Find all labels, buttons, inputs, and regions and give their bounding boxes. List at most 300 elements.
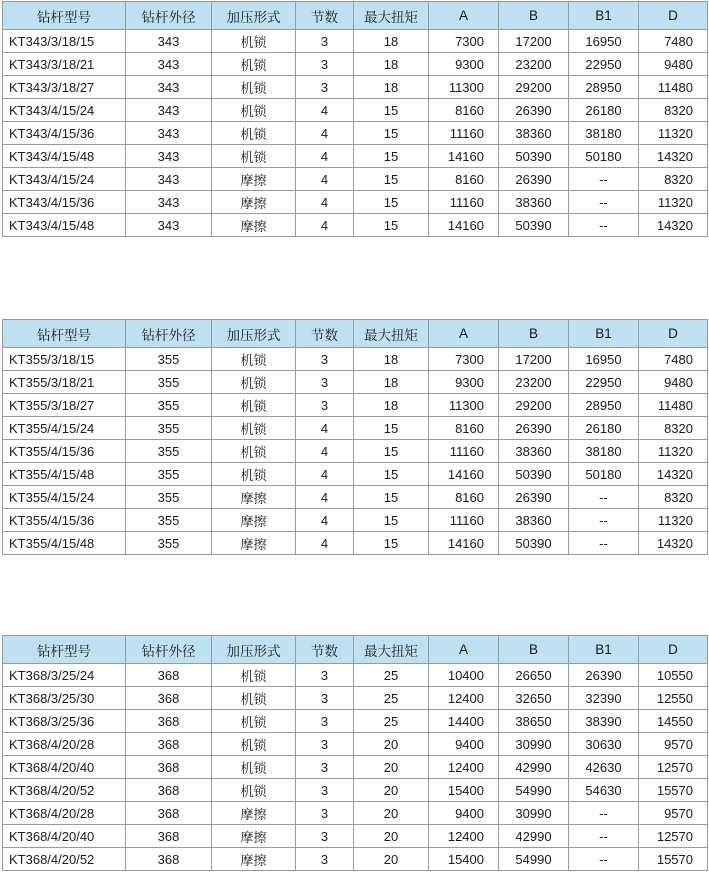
table-row — [3, 99, 708, 122]
cell-d: 12570 — [639, 756, 708, 779]
cell-a: 9300 — [429, 53, 499, 76]
column-header-pressure-type: 加压形式 — [212, 320, 296, 348]
column-header-b1: B1 — [569, 320, 639, 348]
cell-sections: 3 — [296, 30, 354, 53]
cell-max-torque: 20 — [354, 825, 429, 848]
cell-outer-diameter: 343 — [126, 145, 212, 168]
column-header-b: B — [499, 320, 569, 348]
cell-outer-diameter: 355 — [126, 440, 212, 463]
cell-sections: 3 — [296, 848, 354, 871]
table-row — [3, 802, 708, 825]
cell-max-torque: 18 — [354, 348, 429, 371]
cell-max-torque: 15 — [354, 417, 429, 440]
cell-a: 14160 — [429, 214, 499, 237]
cell-b: 26390 — [499, 486, 569, 509]
cell-sections: 3 — [296, 76, 354, 99]
column-header-a: A — [429, 320, 499, 348]
cell-max-torque: 15 — [354, 463, 429, 486]
cell-b1: -- — [569, 486, 639, 509]
cell-b: 38360 — [499, 191, 569, 214]
cell-max-torque: 18 — [354, 30, 429, 53]
table-row — [3, 122, 708, 145]
cell-outer-diameter: 368 — [126, 733, 212, 756]
column-header-d: D — [639, 636, 708, 664]
cell-pressure-type: 机锁 — [212, 463, 296, 486]
table-row — [3, 687, 708, 710]
cell-pressure-type: 机锁 — [212, 394, 296, 417]
cell-max-torque: 25 — [354, 664, 429, 687]
cell-sections: 3 — [296, 779, 354, 802]
cell-outer-diameter: 368 — [126, 779, 212, 802]
cell-sections: 4 — [296, 509, 354, 532]
cell-a: 14160 — [429, 532, 499, 555]
cell-outer-diameter: 343 — [126, 53, 212, 76]
cell-sections: 3 — [296, 664, 354, 687]
cell-a: 7300 — [429, 30, 499, 53]
table-row — [3, 733, 708, 756]
cell-outer-diameter: 355 — [126, 532, 212, 555]
cell-d: 14320 — [639, 532, 708, 555]
cell-pressure-type: 摩擦 — [212, 168, 296, 191]
cell-outer-diameter: 368 — [126, 802, 212, 825]
column-header-model: 钻杆型号 — [3, 636, 126, 664]
cell-b1: 16950 — [569, 30, 639, 53]
header-row — [3, 636, 708, 664]
table-row — [3, 664, 708, 687]
cell-model: KT355/4/15/48 — [3, 532, 126, 555]
cell-pressure-type: 机锁 — [212, 756, 296, 779]
cell-b: 42990 — [499, 825, 569, 848]
table-row — [3, 463, 708, 486]
cell-b1: 22950 — [569, 53, 639, 76]
cell-sections: 3 — [296, 371, 354, 394]
cell-model: KT343/3/18/15 — [3, 30, 126, 53]
cell-max-torque: 20 — [354, 802, 429, 825]
cell-a: 9400 — [429, 802, 499, 825]
cell-sections: 4 — [296, 122, 354, 145]
cell-b1: 26180 — [569, 99, 639, 122]
table-row — [3, 848, 708, 871]
cell-b1: -- — [569, 168, 639, 191]
cell-sections: 4 — [296, 440, 354, 463]
cell-b: 26390 — [499, 168, 569, 191]
header-row — [3, 2, 708, 30]
table-row — [3, 394, 708, 417]
cell-b1: 38180 — [569, 440, 639, 463]
cell-sections: 3 — [296, 687, 354, 710]
cell-b1: 38180 — [569, 122, 639, 145]
cell-a: 11300 — [429, 76, 499, 99]
cell-b1: 42630 — [569, 756, 639, 779]
cell-b1: 26390 — [569, 664, 639, 687]
cell-a: 8160 — [429, 99, 499, 122]
cell-pressure-type: 机锁 — [212, 371, 296, 394]
table-row — [3, 30, 708, 53]
cell-model: KT368/4/20/52 — [3, 779, 126, 802]
cell-model: KT355/3/18/27 — [3, 394, 126, 417]
cell-outer-diameter: 355 — [126, 417, 212, 440]
table-row — [3, 145, 708, 168]
cell-a: 14160 — [429, 463, 499, 486]
cell-d: 11320 — [639, 509, 708, 532]
cell-max-torque: 15 — [354, 214, 429, 237]
cell-d: 8320 — [639, 417, 708, 440]
table-row — [3, 756, 708, 779]
cell-sections: 4 — [296, 145, 354, 168]
cell-model: KT355/3/18/15 — [3, 348, 126, 371]
cell-max-torque: 25 — [354, 687, 429, 710]
cell-pressure-type: 机锁 — [212, 733, 296, 756]
cell-sections: 4 — [296, 486, 354, 509]
cell-d: 11480 — [639, 394, 708, 417]
cell-d: 11320 — [639, 440, 708, 463]
cell-max-torque: 15 — [354, 486, 429, 509]
table-row — [3, 532, 708, 555]
column-header-d: D — [639, 2, 708, 30]
table-row — [3, 53, 708, 76]
table-row — [3, 710, 708, 733]
cell-b1: 50180 — [569, 463, 639, 486]
cell-b1: -- — [569, 802, 639, 825]
cell-a: 8160 — [429, 417, 499, 440]
cell-a: 8160 — [429, 168, 499, 191]
cell-a: 11160 — [429, 440, 499, 463]
cell-b1: 50180 — [569, 145, 639, 168]
cell-pressure-type: 机锁 — [212, 710, 296, 733]
cell-b: 42990 — [499, 756, 569, 779]
cell-b: 30990 — [499, 733, 569, 756]
cell-outer-diameter: 355 — [126, 509, 212, 532]
cell-sections: 4 — [296, 99, 354, 122]
cell-sections: 3 — [296, 802, 354, 825]
cell-d: 9570 — [639, 733, 708, 756]
cell-model: KT343/4/15/24 — [3, 99, 126, 122]
table-row — [3, 509, 708, 532]
cell-b: 17200 — [499, 348, 569, 371]
cell-b: 23200 — [499, 53, 569, 76]
cell-a: 15400 — [429, 779, 499, 802]
cell-b1: -- — [569, 509, 639, 532]
table-row — [3, 191, 708, 214]
cell-pressure-type: 机锁 — [212, 417, 296, 440]
cell-d: 8320 — [639, 168, 708, 191]
cell-b1: -- — [569, 825, 639, 848]
table-row — [3, 779, 708, 802]
column-header-outer-diameter: 钻杆外径 — [126, 320, 212, 348]
cell-pressure-type: 摩擦 — [212, 191, 296, 214]
cell-b: 26390 — [499, 417, 569, 440]
cell-outer-diameter: 355 — [126, 371, 212, 394]
table-row — [3, 440, 708, 463]
cell-model: KT343/3/18/27 — [3, 76, 126, 99]
cell-outer-diameter: 343 — [126, 191, 212, 214]
cell-max-torque: 20 — [354, 779, 429, 802]
column-header-max-torque: 最大扭矩 — [354, 636, 429, 664]
cell-model: KT355/3/18/21 — [3, 371, 126, 394]
column-header-sections: 节数 — [296, 320, 354, 348]
cell-pressure-type: 摩擦 — [212, 802, 296, 825]
column-header-b: B — [499, 2, 569, 30]
cell-sections: 4 — [296, 532, 354, 555]
cell-a: 12400 — [429, 825, 499, 848]
cell-sections: 3 — [296, 756, 354, 779]
cell-max-torque: 20 — [354, 756, 429, 779]
cell-b: 26650 — [499, 664, 569, 687]
cell-outer-diameter: 368 — [126, 825, 212, 848]
cell-pressure-type: 机锁 — [212, 145, 296, 168]
cell-b: 32650 — [499, 687, 569, 710]
cell-model: KT368/4/20/28 — [3, 733, 126, 756]
cell-model: KT368/4/20/40 — [3, 825, 126, 848]
table-row — [3, 76, 708, 99]
cell-model: KT368/4/20/28 — [3, 802, 126, 825]
cell-d: 8320 — [639, 99, 708, 122]
cell-a: 11300 — [429, 394, 499, 417]
column-header-a: A — [429, 2, 499, 30]
cell-a: 8160 — [429, 486, 499, 509]
cell-outer-diameter: 343 — [126, 76, 212, 99]
cell-a: 15400 — [429, 848, 499, 871]
cell-outer-diameter: 355 — [126, 394, 212, 417]
cell-a: 12400 — [429, 756, 499, 779]
cell-max-torque: 15 — [354, 440, 429, 463]
cell-b1: -- — [569, 532, 639, 555]
cell-d: 9480 — [639, 53, 708, 76]
cell-pressure-type: 机锁 — [212, 53, 296, 76]
cell-a: 11160 — [429, 191, 499, 214]
cell-outer-diameter: 368 — [126, 848, 212, 871]
cell-sections: 3 — [296, 733, 354, 756]
cell-model: KT355/4/15/36 — [3, 440, 126, 463]
cell-outer-diameter: 355 — [126, 463, 212, 486]
cell-b: 30990 — [499, 802, 569, 825]
column-header-b1: B1 — [569, 636, 639, 664]
column-header-model: 钻杆型号 — [3, 320, 126, 348]
cell-a: 7300 — [429, 348, 499, 371]
cell-d: 11320 — [639, 122, 708, 145]
cell-b: 38360 — [499, 122, 569, 145]
column-header-pressure-type: 加压形式 — [212, 636, 296, 664]
cell-sections: 3 — [296, 53, 354, 76]
cell-a: 14400 — [429, 710, 499, 733]
cell-outer-diameter: 368 — [126, 687, 212, 710]
cell-b1: 38390 — [569, 710, 639, 733]
cell-b: 54990 — [499, 848, 569, 871]
cell-model: KT355/4/15/48 — [3, 463, 126, 486]
cell-outer-diameter: 368 — [126, 756, 212, 779]
cell-outer-diameter: 368 — [126, 664, 212, 687]
cell-pressure-type: 摩擦 — [212, 848, 296, 871]
cell-model: KT343/4/15/48 — [3, 145, 126, 168]
cell-d: 11320 — [639, 191, 708, 214]
cell-pressure-type: 摩擦 — [212, 532, 296, 555]
cell-model: KT343/4/15/48 — [3, 214, 126, 237]
table-row — [3, 348, 708, 371]
cell-b1: 30630 — [569, 733, 639, 756]
cell-pressure-type: 机锁 — [212, 348, 296, 371]
cell-b1: 22950 — [569, 371, 639, 394]
cell-b1: -- — [569, 191, 639, 214]
cell-max-torque: 18 — [354, 53, 429, 76]
column-header-outer-diameter: 钻杆外径 — [126, 636, 212, 664]
cell-sections: 4 — [296, 214, 354, 237]
cell-b: 54990 — [499, 779, 569, 802]
cell-d: 9570 — [639, 802, 708, 825]
cell-outer-diameter: 343 — [126, 99, 212, 122]
cell-pressure-type: 机锁 — [212, 30, 296, 53]
cell-sections: 4 — [296, 417, 354, 440]
table-row — [3, 214, 708, 237]
cell-pressure-type: 机锁 — [212, 687, 296, 710]
cell-a: 11160 — [429, 122, 499, 145]
cell-d: 14320 — [639, 463, 708, 486]
cell-d: 11480 — [639, 76, 708, 99]
cell-outer-diameter: 355 — [126, 486, 212, 509]
table-row — [3, 825, 708, 848]
cell-d: 7480 — [639, 30, 708, 53]
cell-max-torque: 15 — [354, 532, 429, 555]
column-header-pressure-type: 加压形式 — [212, 2, 296, 30]
cell-a: 9400 — [429, 733, 499, 756]
cell-model: KT355/4/15/24 — [3, 486, 126, 509]
cell-b: 26390 — [499, 99, 569, 122]
cell-d: 15570 — [639, 779, 708, 802]
cell-d: 7480 — [639, 348, 708, 371]
cell-max-torque: 18 — [354, 371, 429, 394]
header-row — [3, 320, 708, 348]
cell-b1: -- — [569, 214, 639, 237]
cell-model: KT368/4/20/40 — [3, 756, 126, 779]
cell-d: 15570 — [639, 848, 708, 871]
table-row — [3, 168, 708, 191]
cell-max-torque: 15 — [354, 99, 429, 122]
cell-b1: 16950 — [569, 348, 639, 371]
cell-b1: -- — [569, 848, 639, 871]
cell-model: KT343/4/15/36 — [3, 122, 126, 145]
cell-outer-diameter: 343 — [126, 168, 212, 191]
cell-d: 14550 — [639, 710, 708, 733]
cell-model: KT355/4/15/36 — [3, 509, 126, 532]
cell-max-torque: 18 — [354, 76, 429, 99]
cell-b: 50390 — [499, 145, 569, 168]
spec-table-343 — [2, 1, 708, 237]
column-header-b1: B1 — [569, 2, 639, 30]
cell-d: 12570 — [639, 825, 708, 848]
cell-b1: 32390 — [569, 687, 639, 710]
cell-b: 38360 — [499, 509, 569, 532]
cell-d: 8320 — [639, 486, 708, 509]
table-row — [3, 371, 708, 394]
cell-b1: 28950 — [569, 76, 639, 99]
cell-sections: 3 — [296, 710, 354, 733]
cell-d: 12550 — [639, 687, 708, 710]
cell-b: 38360 — [499, 440, 569, 463]
cell-outer-diameter: 343 — [126, 214, 212, 237]
column-header-model: 钻杆型号 — [3, 2, 126, 30]
cell-d: 9480 — [639, 371, 708, 394]
cell-sections: 3 — [296, 825, 354, 848]
cell-model: KT343/4/15/24 — [3, 168, 126, 191]
cell-pressure-type: 摩擦 — [212, 509, 296, 532]
cell-b: 29200 — [499, 76, 569, 99]
cell-a: 11160 — [429, 509, 499, 532]
column-header-d: D — [639, 320, 708, 348]
cell-pressure-type: 机锁 — [212, 440, 296, 463]
spec-table-355 — [2, 319, 708, 555]
cell-outer-diameter: 368 — [126, 710, 212, 733]
cell-a: 10400 — [429, 664, 499, 687]
table-row — [3, 486, 708, 509]
cell-model: KT368/3/25/36 — [3, 710, 126, 733]
cell-pressure-type: 机锁 — [212, 122, 296, 145]
cell-b: 50390 — [499, 463, 569, 486]
cell-pressure-type: 机锁 — [212, 779, 296, 802]
cell-d: 10550 — [639, 664, 708, 687]
cell-model: KT368/3/25/24 — [3, 664, 126, 687]
cell-sections: 4 — [296, 191, 354, 214]
cell-sections: 4 — [296, 463, 354, 486]
cell-d: 14320 — [639, 214, 708, 237]
column-header-a: A — [429, 636, 499, 664]
column-header-b: B — [499, 636, 569, 664]
cell-pressure-type: 机锁 — [212, 664, 296, 687]
cell-model: KT368/4/20/52 — [3, 848, 126, 871]
cell-b1: 54630 — [569, 779, 639, 802]
cell-pressure-type: 摩擦 — [212, 825, 296, 848]
cell-pressure-type: 摩擦 — [212, 214, 296, 237]
cell-max-torque: 20 — [354, 733, 429, 756]
cell-max-torque: 15 — [354, 168, 429, 191]
cell-b: 29200 — [499, 394, 569, 417]
column-header-max-torque: 最大扭矩 — [354, 320, 429, 348]
cell-a: 12400 — [429, 687, 499, 710]
cell-b: 50390 — [499, 214, 569, 237]
cell-pressure-type: 摩擦 — [212, 486, 296, 509]
column-header-sections: 节数 — [296, 636, 354, 664]
cell-max-torque: 15 — [354, 509, 429, 532]
cell-outer-diameter: 343 — [126, 122, 212, 145]
cell-max-torque: 15 — [354, 122, 429, 145]
cell-sections: 3 — [296, 394, 354, 417]
cell-b1: 26180 — [569, 417, 639, 440]
cell-max-torque: 15 — [354, 191, 429, 214]
cell-d: 14320 — [639, 145, 708, 168]
cell-pressure-type: 机锁 — [212, 99, 296, 122]
cell-outer-diameter: 343 — [126, 30, 212, 53]
cell-model: KT343/4/15/36 — [3, 191, 126, 214]
spec-table-368 — [2, 635, 708, 871]
cell-b: 50390 — [499, 532, 569, 555]
cell-pressure-type: 机锁 — [212, 76, 296, 99]
cell-model: KT343/3/18/21 — [3, 53, 126, 76]
cell-a: 9300 — [429, 371, 499, 394]
column-header-sections: 节数 — [296, 2, 354, 30]
cell-b: 23200 — [499, 371, 569, 394]
cell-model: KT368/3/25/30 — [3, 687, 126, 710]
cell-a: 14160 — [429, 145, 499, 168]
cell-max-torque: 20 — [354, 848, 429, 871]
column-header-outer-diameter: 钻杆外径 — [126, 2, 212, 30]
column-header-max-torque: 最大扭矩 — [354, 2, 429, 30]
cell-max-torque: 18 — [354, 394, 429, 417]
cell-b: 38650 — [499, 710, 569, 733]
cell-b1: 28950 — [569, 394, 639, 417]
table-row — [3, 417, 708, 440]
cell-sections: 3 — [296, 348, 354, 371]
cell-max-torque: 25 — [354, 710, 429, 733]
cell-model: KT355/4/15/24 — [3, 417, 126, 440]
cell-outer-diameter: 355 — [126, 348, 212, 371]
